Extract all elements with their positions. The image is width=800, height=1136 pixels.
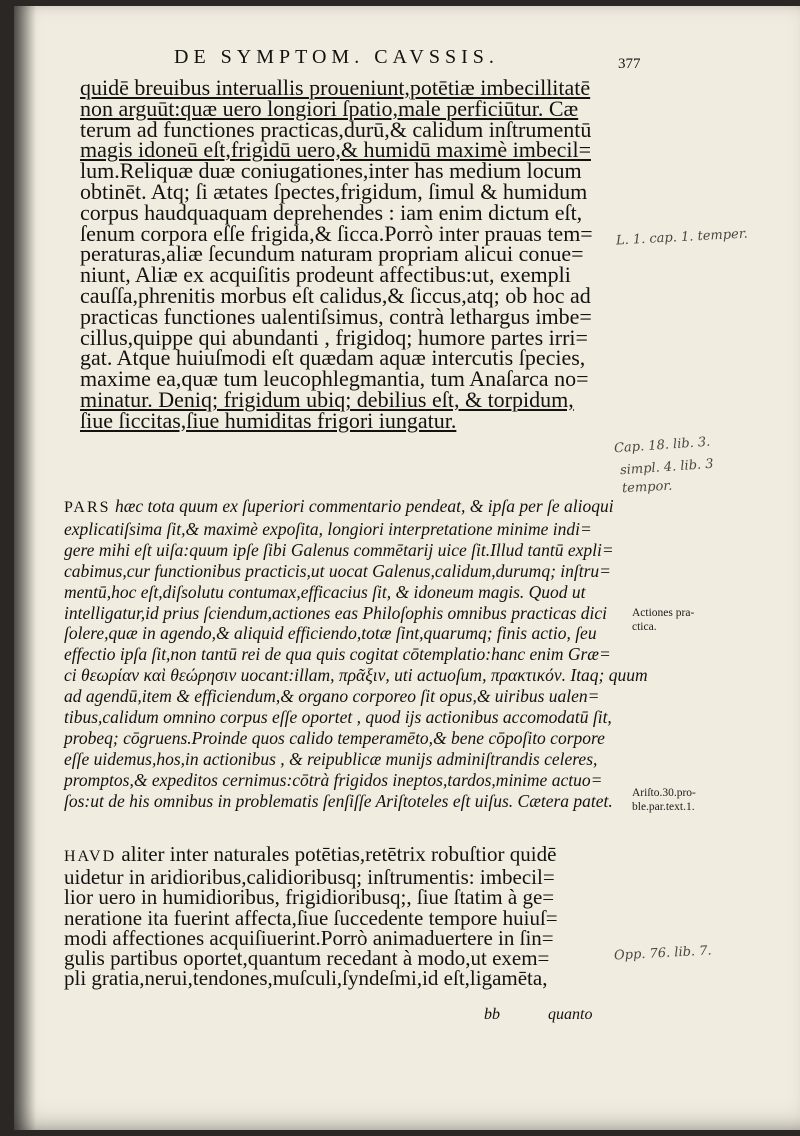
lead-word: HAVD <box>64 848 117 865</box>
catchword: quanto <box>548 1006 593 1023</box>
text-line: neratione ita fuerint affecta,ſiue ſuccedente tempore huiuſ= <box>64 905 558 930</box>
text-line: ad agendū,item & efficiendum,& organo corporeo ſit opus,& uiribus ualen= <box>64 686 600 707</box>
signature-mark: bb <box>484 1006 500 1023</box>
handwritten-note: simpl. 4. lib. 3 <box>619 456 715 479</box>
text-line: gere mihi eſt uiſa:quum ipſe ſibi Galenus commētarij uice ſit.Illud tantū expli= <box>64 539 614 560</box>
text-line: mentū,hoc eſt,diſsolutu contumax,efficacius ſit, & idoneum magis. Quod ut <box>64 581 586 602</box>
text-line: eſſe uidemus,hos,in actionibus , & reipublicæ munijs adminiſtrandis celeres, <box>64 748 598 769</box>
commentary-paragraph <box>64 496 648 812</box>
page-number: 377 <box>618 56 641 72</box>
book-page <box>14 6 800 1130</box>
text-line: uidetur in aridioribus,calidioribusq; inſtrumentis: imbecil= <box>64 865 555 890</box>
text-line: lum.Reliquæ duæ coniugationes,inter has medium locum <box>80 158 582 184</box>
text-line: minatur. Deniq; frigidum ubiq; debilius eſt, & torpidum, <box>80 386 574 412</box>
text-line: probeq; cōgruens.Proinde quos calido temperamēto,& bene cōpoſito corpore <box>64 727 605 748</box>
text-line: ſiue ſiccitas,ſiue humiditas frigori iungatur. <box>80 407 457 433</box>
body-paragraph-2 <box>64 842 558 991</box>
text-line: gat. Atque huiuſmodi eſt quædam aquæ intercutis ſpecies, <box>80 345 586 371</box>
text-line: niunt, Aliæ ex acquiſitis prodeunt affectibus:ut, exempli <box>80 262 571 288</box>
text-line: cabimus,cur functionibus practicis,ut uocat Galenus,calidum,durumq; inſtru= <box>64 560 611 581</box>
text-line: corpus haudquaquam deprehendes : iam enim dictum eſt, <box>80 199 583 225</box>
text-line: ci θεωρίαν καὶ θεώρησιν uocant:illam, πρᾶξιν, uti actuoſum, πρακτικόν. Itaq; quum <box>64 665 648 686</box>
text-line: HAVD aliter inter naturales potētias,retētrix robuſtior quidē <box>64 842 557 866</box>
handwritten-note: Opp. 76. lib. 7. <box>613 943 713 964</box>
body-paragraph-1 <box>80 75 593 433</box>
text-line: quidē breuibus interuallis proueniunt,potētiæ imbecillitatē <box>80 75 591 100</box>
text-line: obtinēt. Atq; ſi ætates ſpectes,frigidum, ſimul & humidum <box>80 178 588 204</box>
text-line: tibus,calidum omnino corpus eſſe oportet , quod ijs actionibus accomodatū ſit, <box>64 707 612 728</box>
text-line: ſenum corpora eſſe frigida,& ſicca.Porrò inter prauas tem= <box>80 220 593 246</box>
text-line: effectio ipſa ſit,non tantū rei de qua quis cogitat cōtemplatio:hanc enim Græ= <box>64 644 611 665</box>
text-line: pli gratia,nerui,tendones,muſculi,ſyndeſmi,id eſt,ligamēta, <box>64 966 548 991</box>
text-line: ſos:ut de his omnibus in problematis ſenſiſſe Ariſtoteles eſt uiſus. Cætera patet. <box>64 790 613 811</box>
marginal-note-aristotle: Ariſto.30.pro- ble.par.text.1. <box>632 787 696 813</box>
marginal-note-actiones: Actiones pra- ctica. <box>632 607 695 633</box>
text-line: practicas functiones ualentiſsimus, contrà lethargus imbe= <box>80 303 592 329</box>
text-line: maxime ea,quæ tum leucophlegmantia, tum Anaſarca no= <box>80 366 589 392</box>
gutter-shadow <box>14 6 36 1130</box>
text-line: peraturas,aliæ ſecundum naturam propriam alicui conue= <box>80 241 584 267</box>
text-line: PARS hæc tota quum ex ſuperiori commentario pendeat, & ipſa per ſe alioqui <box>64 496 614 516</box>
text-line: ſolere,quæ in agendo,& aliquid efficiendo,totæ ſint,quarumq; finis actio, ſeu <box>64 623 597 644</box>
text-line: lior uero in humidioribus, frigidioribusq;, ſiue ſtatim à ge= <box>64 885 555 910</box>
running-head: DE SYMPTOM. CAVSSIS. <box>174 46 499 68</box>
text-line: cauſſa,phrenitis morbus eſt calidus,& ſiccus,atq; ob hoc ad <box>80 282 591 308</box>
text-line: magis idoneū eſt,frigidū uero,& humidū maximè imbecil= <box>80 137 591 163</box>
text-line: promptos,& expeditos cernimus:cōtrà frigidos ineptos,tardos,minime actuo= <box>64 769 603 790</box>
handwritten-note: L. 1. cap. 1. temper. <box>615 226 749 249</box>
handwritten-note: tempor. <box>621 478 673 497</box>
text-line: cillus,quippe qui abundanti , frigidoq; humore partes irri= <box>80 324 588 350</box>
catchword-line <box>484 1006 592 1024</box>
text-line: non arguūt:quæ uero longiori ſpatio,male perficiūtur. Cæ <box>80 95 579 121</box>
text-line: modi affectiones acquiſiuerint.Porrò animaduertere in ſin= <box>64 925 554 950</box>
handwritten-note: Cap. 18. lib. 3. <box>613 434 711 457</box>
text-line: gulis partibus oportet,quantum recedant à modo,ut exem= <box>64 946 550 971</box>
text-line: explicatiſsima ſit,& maximè expoſita, longiori interpretatione minime indi= <box>64 518 592 539</box>
text-line: intelligatur,id prius ſciendum,actiones eas Philoſophis omnibus practicas dici <box>64 602 607 623</box>
text-line: terum ad functiones practicas,durū,& calidum inſtrumentū <box>80 116 592 142</box>
lead-word: PARS <box>64 499 111 516</box>
